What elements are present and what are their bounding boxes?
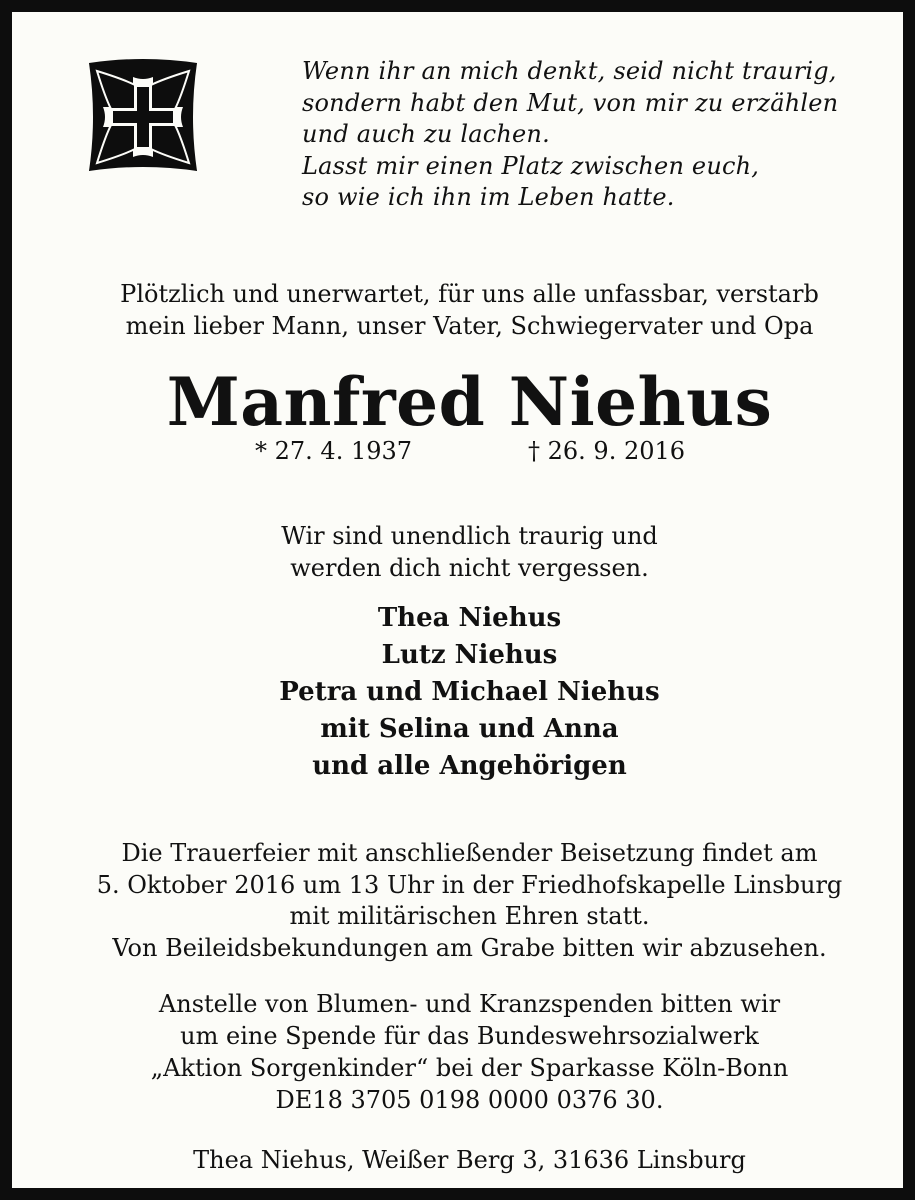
poem-line: Wenn ihr an mich denkt, seid nicht traurig, [302, 57, 837, 85]
donation-info [24, 988, 915, 1116]
intro-line: Plötzlich und unerwartet, für uns alle unfassbar, verstarb [120, 280, 819, 308]
service-line: Von Beileidsbekundungen am Grabe bitten wir abzusehen. [112, 933, 827, 962]
donation-line: „Aktion Sorgenkinder“ bei der Sparkasse Köln-Bonn [150, 1054, 789, 1082]
family-member: und alle Angehörigen [312, 751, 627, 781]
intro-text [24, 278, 915, 342]
deceased-name: Manfred Niehus [166, 363, 773, 441]
donation-line: DE18 3705 0198 0000 0376 30. [275, 1086, 664, 1114]
family-member: Lutz Niehus [381, 640, 558, 670]
family-member: Thea Niehus [377, 603, 562, 633]
birth-date: * 27. 4. 1937 [255, 437, 413, 465]
intro-line: mein lieber Mann, unser Vater, Schwiegervater und Opa [125, 312, 814, 340]
poem-line: Lasst mir einen Platz zwischen euch, [302, 151, 760, 180]
service-line: Die Trauerfeier mit anschließender Beisetzung findet am [121, 839, 818, 867]
poem-line: so wie ich ihn im Leben hatte. [302, 183, 675, 211]
poem-quote [302, 56, 902, 214]
mourning-line: Wir sind unendlich traurig und [281, 522, 658, 550]
mourning-text [24, 520, 915, 584]
iron-cross-icon [74, 48, 212, 186]
family-list [24, 600, 915, 785]
mourning-line: werden dich nicht vergessen. [290, 554, 649, 582]
poem-line: und auch zu lachen. [302, 120, 550, 148]
donation-line: Anstelle von Blumen- und Kranzspenden bitten wir [158, 990, 781, 1018]
iron-cross-icon-svg [83, 57, 203, 177]
contact-address: Thea Niehus, Weißer Berg 3, 31636 Linsburg [193, 1146, 746, 1174]
service-line: mit militärischen Ehren statt. [289, 902, 650, 930]
poem-line: sondern habt den Mut, von mir zu erzählen [302, 88, 839, 117]
donation-line: um eine Spende für das Bundeswehrsozialwerk [180, 1022, 759, 1050]
death-date: † 26. 9. 2016 [528, 437, 686, 465]
family-member: mit Selina und Anna [320, 714, 619, 744]
service-info [24, 838, 915, 964]
family-member: Petra und Michael Niehus [279, 677, 660, 707]
service-line: 5. Oktober 2016 um 13 Uhr in der Friedhofskapelle Linsburg [96, 870, 843, 899]
